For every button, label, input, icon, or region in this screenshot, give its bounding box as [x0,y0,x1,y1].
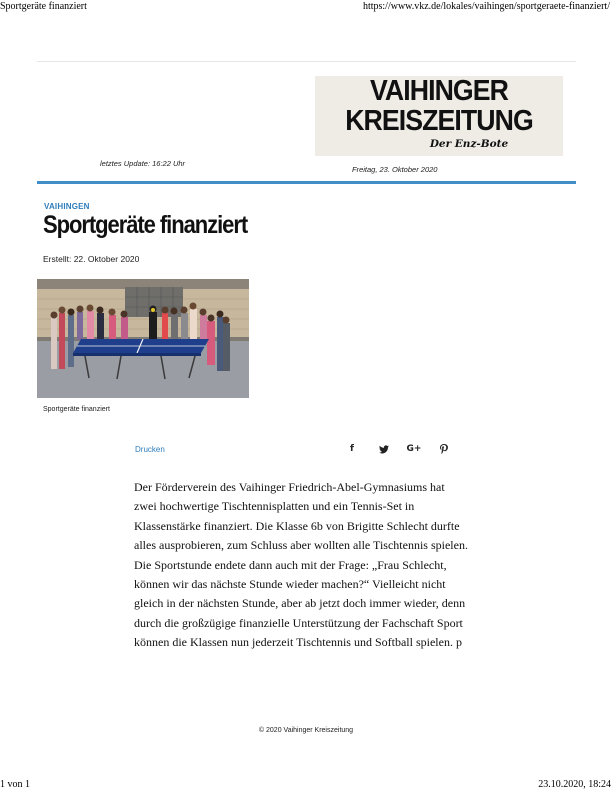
photo-caption: Sportgeräte finanziert [43,406,110,413]
pinterest-share-button[interactable] [436,442,452,456]
google-plus-icon: G+ [406,444,422,454]
google-plus-share-button[interactable] [404,442,424,456]
created-date: Erstellt: 22. Oktober 2020 [43,254,140,264]
last-update: letztes Update: 16:22 Uhr [100,159,186,168]
page-title: Sportgeräte finanziert [43,211,248,239]
twitter-icon [379,445,389,454]
article-photo[interactable] [37,279,249,398]
twitter-share-button[interactable] [376,442,392,456]
masthead-subtitle: Der Enz-Bote [429,138,509,150]
facebook-icon: f [350,444,354,454]
print-datetime: 23.10.2020, 18:24 [538,779,611,790]
top-divider [37,61,576,62]
print-page-number: 1 von 1 [0,779,30,790]
section-kicker[interactable]: VAIHINGEN [44,202,90,211]
accent-divider [37,181,576,184]
article-body: Der Förderverein des Vaihinger Friedrich-Abel-Gymnasiums hat zwei hochwertige Tischtennisplatten und ein Tennis-Set in Klassenstärke finanziert. Die Klasse 6b von Brigitte Schlecht durfte alles ausprobieren, zum Schluss aber wollten alle Tischtennis spielen. Die Sportstunde endete dann auch mit der Frage: „Frau Schlecht, können wir das nächste Stunde wieder machen?“ Vielleicht nicht gleich in der nächsten Stunde, aber ab jetzt doch immer wieder, denn durch die großzügige finanzielle Unterstützung der Fachschaft Sport können die Klassen nun jederzeit Tischtennis und Softball spielen. p [134,480,468,650]
masthead-title-line1: VAIHINGER [370,75,508,107]
facebook-share-button[interactable] [344,442,360,456]
pinterest-icon [440,444,448,454]
print-link[interactable]: Drucken [135,445,165,454]
masthead-logo[interactable] [315,76,563,156]
masthead-title-line2: KREISZEITUNG [345,105,533,137]
print-header-title: Sportgeräte finanziert [0,1,87,12]
copyright-footer: © 2020 Vaihinger Kreiszeitung [258,727,354,734]
print-header-url: https://www.vkz.de/lokales/vaihingen/sportgeraete-finanziert/ [362,1,610,12]
edition-date: Freitag, 23. Oktober 2020 [352,165,438,174]
